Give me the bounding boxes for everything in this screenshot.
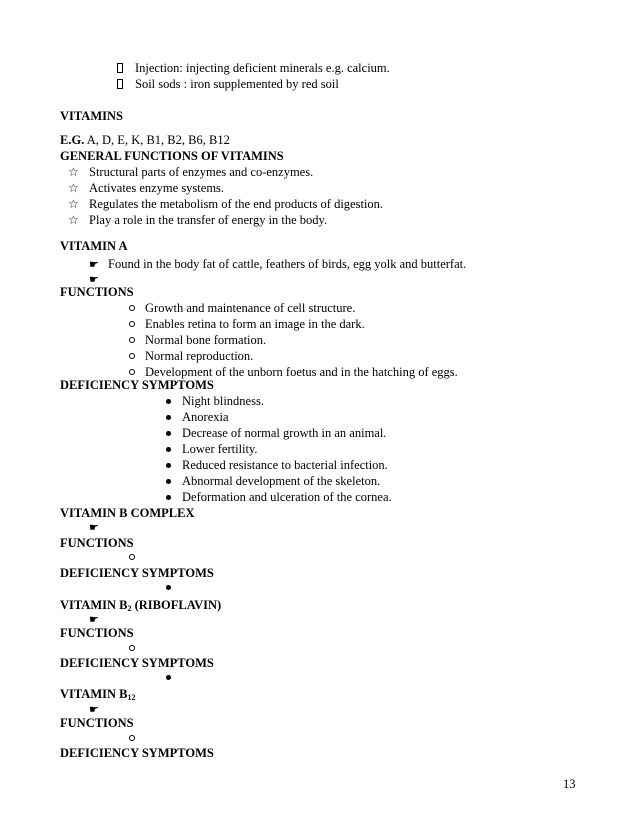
eg-line	[60, 132, 230, 148]
hollow-circle-icon	[129, 337, 135, 343]
vitamin-b2-deficiency-heading: DEFICIENCY SYMPTOMS	[60, 656, 214, 670]
vitamin-a-deficiency-3: Decrease of normal growth in an animal.	[182, 426, 387, 440]
filled-dot-icon	[166, 585, 171, 590]
vitamin-b12-functions-heading: FUNCTIONS	[60, 716, 134, 730]
hollow-circle-icon	[129, 353, 135, 359]
pointing-hand-icon: ☛	[89, 704, 99, 716]
top-bullet-1: Injection: injecting deficient minerals e.g. calcium.	[135, 61, 390, 75]
vitamin-a-deficiency-6: Abnormal development of the skeleton.	[182, 474, 381, 488]
vitamin-b-complex-functions-heading: FUNCTIONS	[60, 536, 134, 550]
vitamin-a-deficiency-heading: DEFICIENCY SYMPTOMS	[60, 378, 214, 392]
vitamin-b12-heading-text: VITAMIN B	[60, 687, 128, 701]
missing-glyph-box-icon	[117, 63, 123, 73]
vitamins-heading: VITAMINS	[60, 109, 123, 123]
star-outline-icon: ☆	[68, 213, 79, 227]
pointing-hand-icon: ☛	[89, 522, 99, 534]
vitamin-a-deficiency-7: Deformation and ulceration of the cornea.	[182, 490, 392, 504]
vitamin-a-deficiency-2: Anorexia	[182, 410, 229, 424]
eg-text: A, D, E, K, B1, B2, B6, B12	[84, 133, 230, 147]
vitamin-a-deficiency-1: Night blindness.	[182, 394, 264, 408]
vitamin-b2-subscript: 2	[127, 604, 132, 613]
top-bullet-2: Soil sods : iron supplemented by red soil	[135, 77, 339, 91]
vitamin-a-source: Found in the body fat of cattle, feathers of birds, egg yolk and butterfat.	[108, 257, 467, 271]
filled-dot-icon	[166, 431, 171, 436]
general-item-2: Activates enzyme systems.	[89, 181, 225, 195]
pointing-hand-icon: ☛	[89, 274, 99, 286]
vitamin-a-function-4: Normal reproduction.	[145, 349, 254, 363]
vitamin-a-functions-heading: FUNCTIONS	[60, 285, 134, 299]
star-outline-icon: ☆	[68, 197, 79, 211]
vitamin-a-deficiency-5: Reduced resistance to bacterial infection.	[182, 458, 388, 472]
vitamin-b2-heading	[60, 597, 221, 617]
vitamin-b-complex-heading: VITAMIN B COMPLEX	[60, 506, 195, 520]
hollow-circle-icon	[129, 305, 135, 311]
pointing-hand-icon: ☛	[89, 614, 99, 626]
vitamin-b2-heading-text: VITAMIN B	[60, 598, 128, 612]
hollow-circle-icon	[129, 369, 135, 375]
general-item-4: Play a role in the transfer of energy in the body.	[89, 213, 328, 227]
hollow-circle-icon	[129, 735, 135, 741]
general-functions-heading: GENERAL FUNCTIONS OF VITAMINS	[60, 149, 284, 163]
filled-dot-icon	[166, 399, 171, 404]
vitamin-a-function-1: Growth and maintenance of cell structure.	[145, 301, 356, 315]
hollow-circle-icon	[129, 645, 135, 651]
filled-dot-icon	[166, 463, 171, 468]
eg-prefix: E.G.	[60, 133, 85, 147]
vitamin-a-function-3: Normal bone formation.	[145, 333, 267, 347]
vitamin-b2-heading-suffix: (RIBOFLAVIN)	[131, 598, 222, 612]
filled-dot-icon	[166, 479, 171, 484]
star-outline-icon: ☆	[68, 165, 79, 179]
vitamin-a-heading: VITAMIN A	[60, 239, 128, 253]
star-outline-icon: ☆	[68, 181, 79, 195]
vitamin-a-function-2: Enables retina to form an image in the dark.	[145, 317, 365, 331]
vitamin-b12-subscript: 12	[127, 693, 136, 702]
filled-dot-icon	[166, 415, 171, 420]
general-item-1: Structural parts of enzymes and co-enzymes.	[89, 165, 314, 179]
vitamin-b2-functions-heading: FUNCTIONS	[60, 626, 134, 640]
page-number: 13	[563, 777, 576, 791]
vitamin-b-complex-deficiency-heading: DEFICIENCY SYMPTOMS	[60, 566, 214, 580]
vitamin-a-function-5: Development of the unborn foetus and in the hatching of eggs.	[145, 365, 458, 379]
filled-dot-icon	[166, 495, 171, 500]
pointing-hand-icon: ☛	[89, 259, 99, 271]
missing-glyph-box-icon	[117, 79, 123, 89]
hollow-circle-icon	[129, 554, 135, 560]
vitamin-b12-deficiency-heading: DEFICIENCY SYMPTOMS	[60, 746, 214, 760]
vitamin-a-deficiency-4: Lower fertility.	[182, 442, 258, 456]
filled-dot-icon	[166, 675, 171, 680]
filled-dot-icon	[166, 447, 171, 452]
hollow-circle-icon	[129, 321, 135, 327]
general-item-3: Regulates the metabolism of the end products of digestion.	[89, 197, 384, 211]
